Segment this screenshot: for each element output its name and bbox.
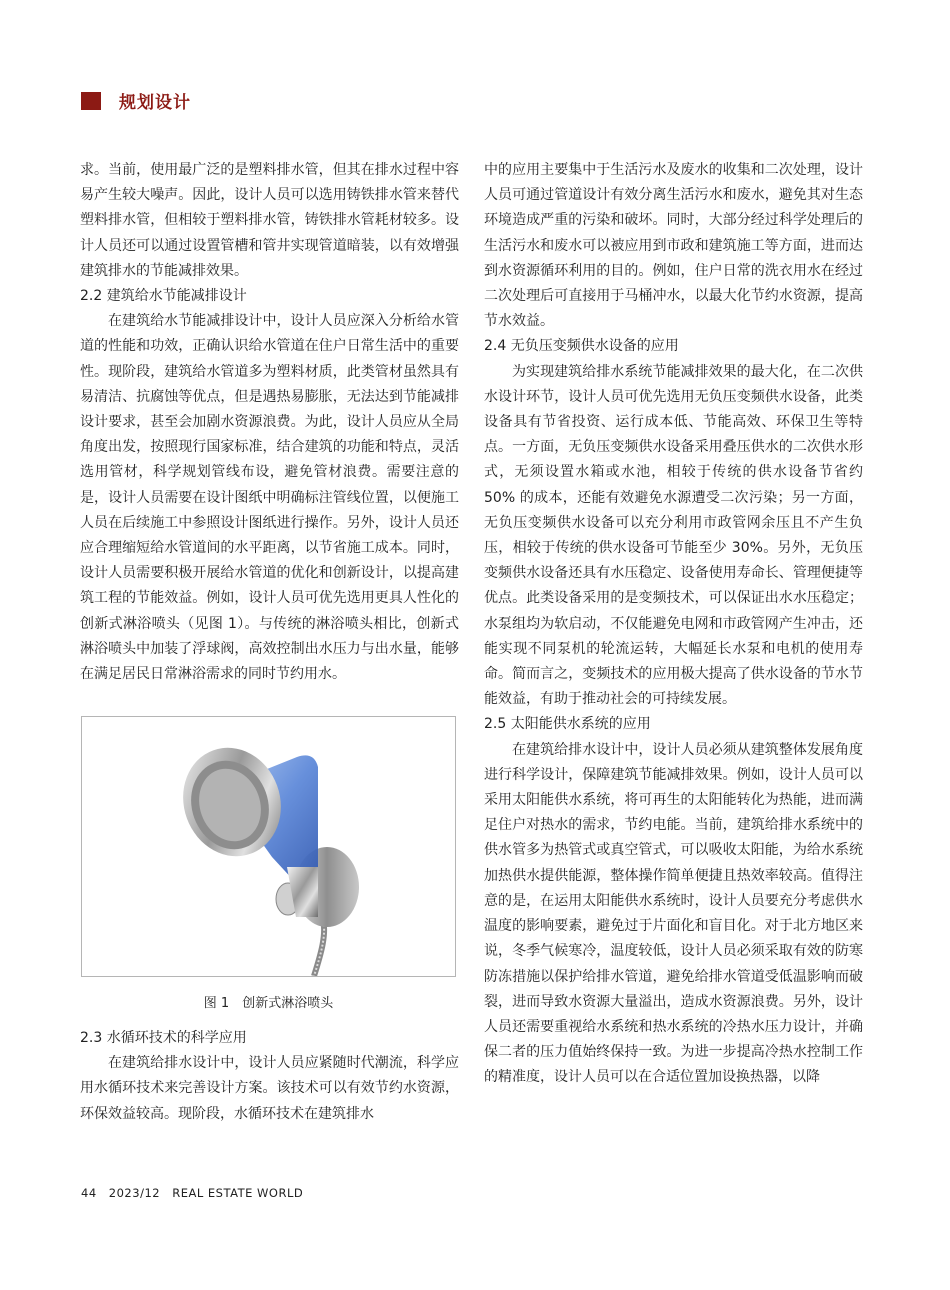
header-square-mark: [81, 92, 101, 110]
heading-2-2: 2.2 建筑给水节能减排设计: [80, 288, 247, 305]
left-column: [80, 158, 459, 687]
heading-2-4: 2.4 无负压变频供水设备的应用: [484, 338, 679, 355]
heading-2-3: 2.3 水循环技术的科学应用: [80, 1030, 247, 1046]
left-column-lower: [80, 1026, 459, 1127]
figure-shower-head: [81, 716, 456, 977]
right-column: [484, 158, 863, 1091]
section-title: 规划设计: [119, 93, 191, 113]
page-number: 44: [81, 1186, 97, 1200]
heading-2-5: 2.5 太阳能供水系统的应用: [484, 716, 651, 733]
left-paragraph-1: 求。当前，使用最广泛的是塑料排水管，但其在排水过程中容易产生较大噪声。因此，设计人员可以选用铸铁排水管来替代塑料排水管，但相较于塑料排水管，铸铁排水管耗材较多。设计人员还可以通过设置管槽和管井实现管道暗装，以有效增强建筑排水的节能减排效果。: [80, 162, 459, 279]
section-header: [81, 88, 191, 113]
figure-caption: 图 1 创新式淋浴喷头: [203, 996, 334, 1011]
left-paragraph-2: 在建筑给水节能减排设计中，设计人员应深入分析给水管道的性能和功效，正确认识给水管道在住户日常生活中的重要性。现阶段，建筑给水管道多为塑料材质，此类管材虽然具有易清洁、抗腐蚀等优点，但是遇热易膨胀，无法达到节能减排设计要求，甚至会加剧水资源浪费。为此，设计人员应从全局角度出发，按照现行国家标准，结合建筑的功能和特点，灵活选用管材，科学规划管线布设，避免管材浪费。需要注意的是，设计人员需要在设计图纸中明确标注管线位置，以便施工人员在后续施工中参照设计图纸进行操作。另外，设计人员还应合理缩短给水管道间的水平距离，以节省施工成本。同时，设计人员需要积极开展给水管道的优化和创新设计，以提高建筑工程的节能效益。例如，设计人员可优先选用更具人性化的创新式淋浴喷头（见图 1）。与传统的淋浴喷头相比，创新式淋浴喷头中加装了浮球阀，高效控制出水压力与出水量，能够在满足居民日常淋浴需求的同时节约用水。: [80, 313, 459, 683]
issue-date: 2023/12: [108, 1186, 161, 1200]
right-paragraph-1: 中的应用主要集中于生活污水及废水的收集和二次处理，设计人员可通过管道设计有效分离生活污水和废水，避免其对生态环境造成严重的污染和破坏。同时，大部分经过科学处理后的生活污水和废水可以被应用到市政和建筑施工等方面，进而达到水资源循环利用的目的。例如，住户日常的洗衣用水在经过二次处理后可直接用于马桶冲水，以最大化节约水资源，提高节水效益。: [484, 162, 863, 330]
journal-name: REAL ESTATE WORLD: [172, 1186, 304, 1200]
left-paragraph-3: 在建筑给排水设计中，设计人员应紧随时代潮流，科学应用水循环技术来完善设计方案。该技术可以有效节约水资源，环保效益较高。现阶段，水循环技术在建筑排水: [80, 1055, 459, 1122]
right-paragraph-3: 在建筑给排水设计中，设计人员必须从建筑整体发展角度进行科学设计，保障建筑节能减排效果。例如，设计人员可以采用太阳能供水系统，将可再生的太阳能转化为热能，进而满足住户对热水的需求，节约电能。当前，建筑给排水系统中的供水管多为热管式或真空管式，可以吸收太阳能，为给水系统加热供水提供能源，整体操作简单便捷且热效率较高。值得注意的是，在运用太阳能供水系统时，设计人员要充分考虑供水温度的影响要素，避免过于片面化和盲目化。对于北方地区来说，冬季气候寒冷，温度较低，设计人员必须采取有效的防寒防冻措施以保护给排水管道，避免给排水管道受低温影响而破裂，进而导致水资源大量溢出，造成水资源浪费。另外，设计人员还需要重视给水系统和热水系统的冷热水压力设计，并确保二者的压力值始终保持一致。为进一步提高冷热水控制工作的精准度，设计人员可以在合适位置加设换热器，以降: [484, 741, 863, 1086]
shower-head-illustration: [82, 717, 455, 976]
page-footer: [81, 1186, 311, 1200]
right-paragraph-2: 为实现建筑给排水系统节能减排效果的最大化，在二次供水设计环节，设计人员可优先选用无负压变频供水设备，此类设备具有节省投资、运行成本低、节能高效、环保卫生等特点。一方面，无负压变频供水设备采用叠压供水的二次供水形式，无须设置水箱或水池，相较于传统的供水设备节省约 50% 的成本，还能有效避免水源遭受二次污染；另一方面，无负压变频供水设备可以充分利用市政管网余压且不产生负压，相较于传统的供水设备可节能至少 30%。另外，无负压变频供水设备还具有水压稳定、设备使用寿命长、管理便捷等优点。此类设备采用的是变频技术，可以保证出水水压稳定；水泵组均为软启动，不仅能避免电网和市政管网产生冲击，还能实现不同泵机的轮流运转，大幅延长水泵和电机的使用寿命。简而言之，变频技术的应用极大提高了供水设备的节水节能效益，有助于推动社会的可持续发展。: [484, 363, 863, 708]
